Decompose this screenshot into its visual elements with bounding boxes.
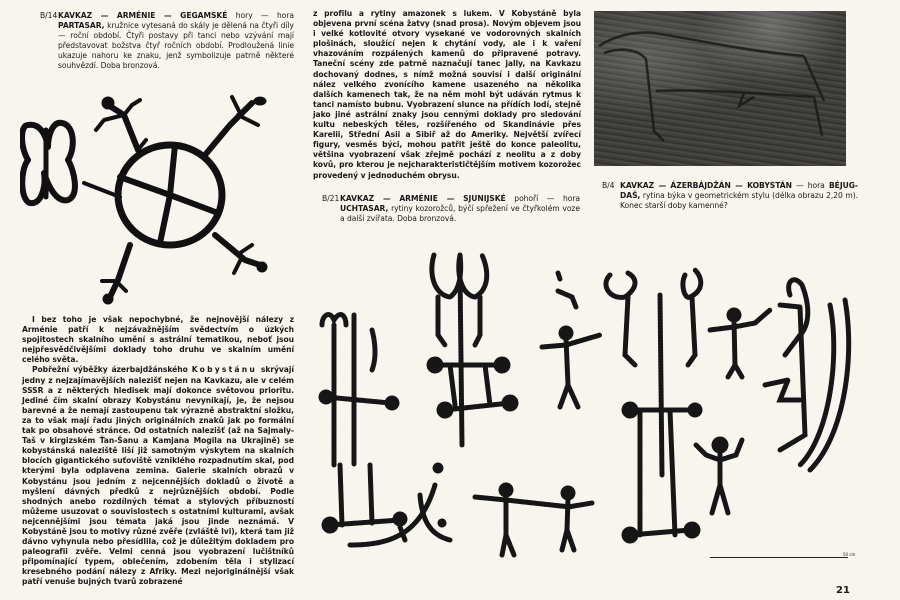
caption-b21: B/21KAVKAZ — ARMÉNIE — SJUNIJSKÉ pohoří — hora UCHTASAR, rytiny kozorožců, býčí spřežení ve čtyřkolém voze a další zvířata. Doba bronzová. — [322, 194, 580, 224]
caption-number: B/4 — [602, 181, 615, 190]
figure-b4-photo — [594, 11, 846, 166]
caption-b4: B/4 KAVKAZ — ÁZERBÁJDŽÁN — KOBYSTÁN — hora BÉJUG-DAŠ, rytina býka v geometrickém stylu (délka obrazu 2,20 m). Konec starší doby kamenné? — [602, 181, 858, 211]
petroglyph-chariots-icon — [310, 235, 870, 565]
figure-b14-petroglyph — [20, 85, 300, 310]
page-number: 21 — [836, 585, 850, 596]
caption-number: B/21 — [322, 194, 340, 203]
body-text-column-2 — [313, 9, 581, 181]
paragraph-continued: z profilu a rytiny amazonek s lukem. V Kobystáně byla objevena první scéna žatvy (snad prosa). Novým objevem jsou i velké kotlovité otvory vysekané ve vodorovných skalních plošinách, sloužící nejen k chytání vody, ale i k vaření vhazováním rozpálených kamenů do připravené potravy. Taneční scény zde patrně naznačují tanec jally, na Kavkazu dochovaný dodnes, s nímž možná souvisí i další originální nález velkého zvonícího kamene usazeného na několika dalších kamenech tak, že na něm mohl být udáván rytmus k tanci namísto bubnu. Vyobrazení slunce na přídích lodí, stejně jako jiné astrální znaky jsou cennými doklady pro sledování kultu nebeských těles, rozšířeného od Skandinávie přes Karelii, Střední Asii a Sibiř až do Ameriky. Největší zvířecí figury, vesměs býci, mohou patřit ještě do konce paleolitu, většina vyobrazení však zřejmě pochází z neolitu a z doby kovů, pro kterou je nejcharakterističtějším motivem kozorožec provedený v jednoduchém obrysu. — [313, 9, 581, 180]
paragraph-1: I bez toho je však nepochybné, že nejnovější nálezy z Arménie patří k nejzávažnějším svědectvím o úzkých spojitostech skalního umění s astrální tematikou, neboť jsou nejpřesvědčivějšími doklady toho druhu ve skalním umění celého světa. — [22, 315, 294, 365]
scale-label: 50 cm — [843, 552, 856, 557]
bull-engraving-icon — [594, 11, 846, 166]
petroglyph-circle-icon — [20, 85, 300, 310]
paragraph-2: Pobřežní výběžky ázerbajdžánského Kobystánu skrývají jedny z nejzajímavějších nalezišť nejen na Kavkazu, ale v celém SSSR a z některých hledisek mají dokonce světovou prioritu. Jediné čím skalní obrazy Kobystánu nevynikají, je, že nejsou barevné a že nemají zastoupenu tak výrazně abstraktní složku, za to však mají řadu jiných originálních znaků jak po formální tak po obsahové stránce. Od ostatních nalezišť (až na Sajmaly-Taš v kirgizském Ťan-Šanu a Kamjana Mogila na Ukrajině) se kobystánská naleziště liší již samotným výskytem na skalních blocích gigantického suťoviště vzniklého rozpadnutím skal, pod kterými byla odplavena zemina. Galerie skalních obrazů v Kobystánu jsou jedním z nejcennějších dokladů o životě a myšlení dávných předků z nejrůznějších období. Podle shodných anebo rozdílných témat a stylových příbuzností můžeme usuzovat o souvislostech s ostatními kulturami, avšak nejcennějšími jsou témata jaká jsou jinde neznámá. V Kobystáně jsou to motivy různé zvěře (zvláště lvi), která tam již dávno vyhynula nebo přesídlila, což je důležitým dokladem pro paleografii zvěře. Velmi cenná jsou vyobrazení lučištníků připomínající typem, oblečením, zdobením těla i stylizací kresebného podání nálezy z Afriky. Mezi nejoriginálnější však patří venuše bujných tvarů zobrazené — [22, 365, 294, 587]
body-text-column-1 — [22, 315, 294, 588]
figure-b21-petroglyph — [310, 235, 870, 565]
scale-bar — [710, 557, 848, 558]
caption-number: B/14 — [40, 11, 58, 20]
caption-b14: B/14KAVKAZ — ARMÉNIE — GEGAMSKÉ hory — hora PARTASAR, kružnice vytesaná do skály je dělená na čtyři díly — roční období. Čtyři postavy při tanci nebo vzývání mají představovat božstva čtyř ročních období. Prodloužená linie ukazuje nahoru ke znaku, jenž symbolizuje patrně některé souhvězdí. Doba bronzová. — [40, 11, 294, 71]
